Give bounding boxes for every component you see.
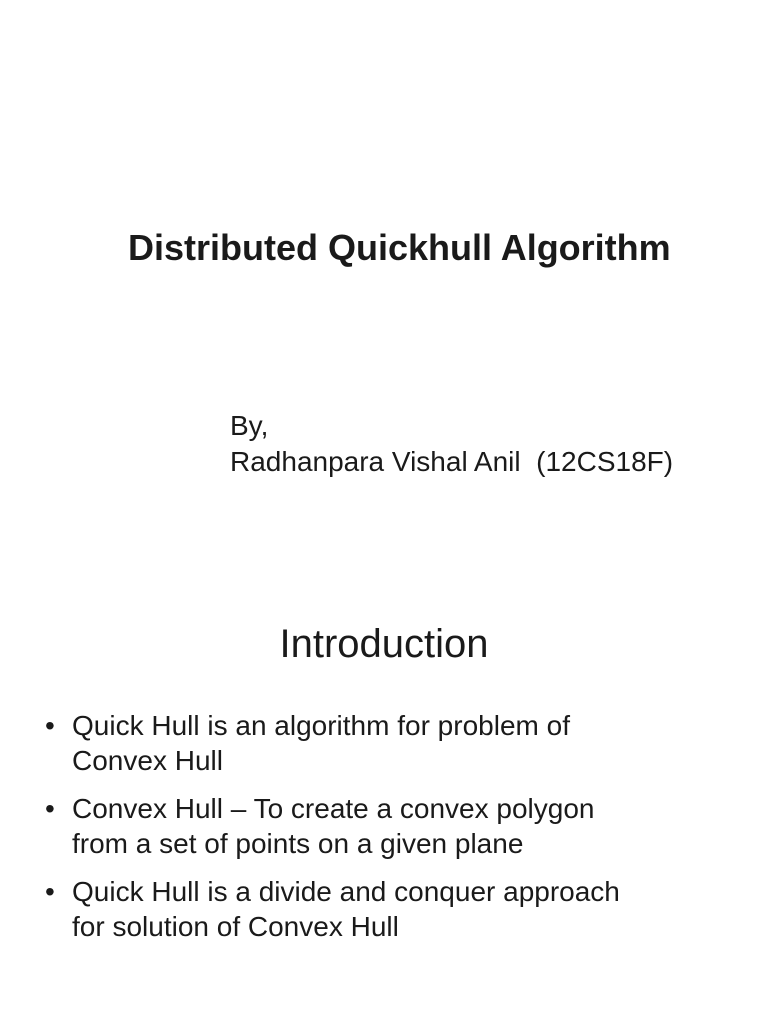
bullet-text-line: for solution of Convex Hull	[72, 911, 399, 942]
bullet-text-line: from a set of points on a given plane	[72, 828, 524, 859]
section-heading: Introduction	[279, 622, 489, 666]
bullet-text-line: Convex Hull – To create a convex polygon	[72, 793, 595, 824]
bullet-item	[45, 791, 745, 861]
author-name: Radhanpara Vishal Anil (12CS18F)	[230, 446, 674, 477]
by-label: By,	[230, 410, 269, 441]
bullet-item	[45, 874, 745, 944]
slide-title: Distributed Quickhull Algorithm	[128, 227, 671, 268]
bullet-text-line: Quick Hull is a divide and conquer approach	[72, 876, 620, 907]
author-block	[230, 408, 673, 480]
bullet-icon: •	[45, 876, 55, 907]
bullet-icon: •	[45, 710, 55, 741]
bullet-text-line: Convex Hull	[72, 745, 223, 776]
bullet-list	[45, 708, 745, 957]
bullet-item	[45, 708, 745, 778]
bullet-text-line: Quick Hull is an algorithm for problem of	[72, 710, 570, 741]
bullet-icon: •	[45, 793, 55, 824]
